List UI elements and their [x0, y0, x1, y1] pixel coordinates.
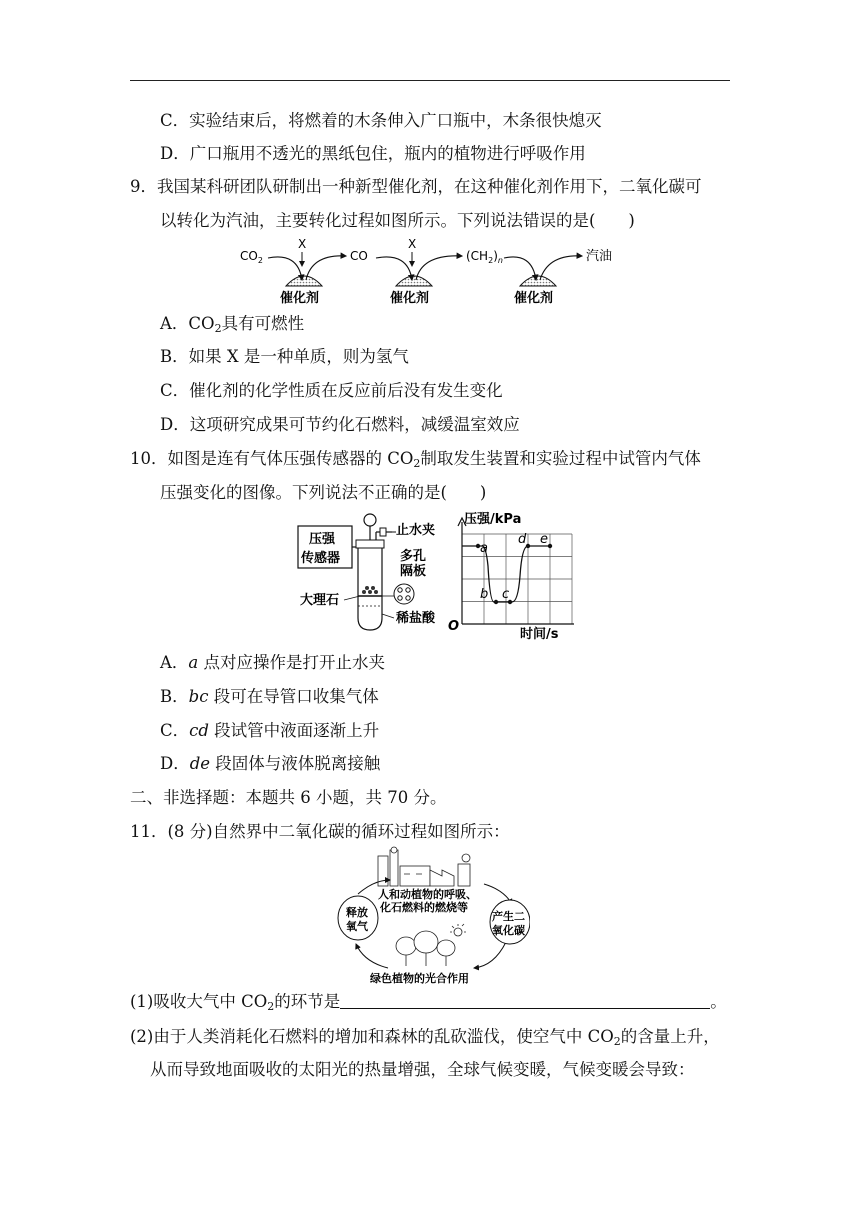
- catalyst-label: 催化剂: [390, 291, 430, 306]
- acid-label: 稀盐酸: [396, 611, 436, 626]
- cycle-label-right: 氧化碳: [492, 924, 525, 937]
- q9-conversion-diagram: [236, 236, 636, 308]
- chart-origin: O: [448, 619, 460, 634]
- q10-option-b: B．bc 段可在导管口收集气体: [160, 687, 379, 706]
- q10-option-c: C．cd 段试管中液面逐渐上升: [160, 721, 380, 740]
- header-rule: [130, 80, 730, 81]
- porous-plate-label: 多孔: [400, 549, 427, 564]
- point-b: b: [480, 587, 489, 602]
- point-a: a: [480, 541, 488, 556]
- q8-option-c: C．实验结束后，将燃着的木条伸入广口瓶中，木条很快熄灭: [160, 111, 602, 130]
- cycle-label-top: 人和动植物的呼吸、: [378, 888, 477, 901]
- q11-part2-line2: 从而导致地面吸收的太阳光的热量增强，全球气候变暖，气候变暖会导致：: [150, 1060, 695, 1079]
- point-d: d: [518, 532, 527, 547]
- sensor-label: 压强: [309, 532, 336, 547]
- q11-carbon-cycle-diagram: [334, 846, 530, 986]
- q10-stem-line1: 10．如图是连有气体压强传感器的 $CO_2$制取发生装置和实验过程中试管内气体: [130, 449, 701, 470]
- answer-blank[interactable]: [340, 992, 710, 1009]
- co2-label: $CO_2$: [240, 249, 263, 265]
- q9-option-c: C．催化剂的化学性质在反应前后没有发生变化: [160, 381, 503, 400]
- clamp-label: 止水夹: [396, 523, 436, 538]
- marble-label: 大理石: [300, 593, 340, 608]
- q9-option-a: A．$CO_2$具有可燃性: [160, 314, 305, 335]
- point-e: e: [540, 532, 548, 547]
- x-label: X: [408, 237, 417, 251]
- q9-option-b: B．如果 X 是一种单质，则为氢气: [160, 347, 409, 366]
- section-heading: 二、非选择题：本题共 6 小题，共 70 分。: [130, 788, 447, 807]
- q10-apparatus-diagram: [296, 510, 466, 634]
- trees-illustration: [396, 924, 466, 966]
- cycle-label-bottom: 绿色植物的光合作用: [370, 972, 469, 985]
- q9-stem-line1: 9．我国某科研团队研制出一种新型催化剂，在这种催化剂作用下，二氧化碳可: [130, 177, 702, 196]
- chart-y-label: 压强/kPa: [464, 512, 522, 527]
- q8-option-d: D．广口瓶用不透光的黑纸包住，瓶内的植物进行呼吸作用: [160, 144, 586, 163]
- q10-pressure-chart: [446, 506, 596, 642]
- q9-stem-line2: 以转化为汽油，主要转化过程如图所示。下列说法错误的是( ): [160, 211, 635, 230]
- test-tube: [358, 542, 382, 630]
- cycle-label-top: 化石燃料的燃烧等: [380, 901, 468, 914]
- q10-option-d: D．de 段固体与液体脱离接触: [160, 754, 381, 773]
- ch2n-label: $(CH_2)_n$: [466, 249, 503, 265]
- catalyst-label: 催化剂: [280, 291, 320, 306]
- catalyst-dome: [286, 276, 322, 286]
- gasoline-label: 汽油: [586, 249, 613, 264]
- chart-x-label: 时间/s: [520, 627, 559, 642]
- factory-illustration: [378, 847, 470, 886]
- catalyst-dome: [396, 276, 432, 286]
- q11-part1: (1)吸收大气中 $CO_2$的环节是 。: [130, 992, 727, 1013]
- co-label: CO: [350, 249, 368, 263]
- cycle-label-left: 氧气: [346, 920, 368, 933]
- plate-detail-circle: [394, 584, 414, 604]
- sensor-label: 传感器: [301, 551, 341, 566]
- catalyst-label: 催化剂: [514, 291, 554, 306]
- point-c: c: [502, 587, 510, 602]
- porous-plate-label: 隔板: [400, 564, 427, 579]
- q11-stem: 11．(8 分)自然界中二氧化碳的循环过程如图所示：: [130, 822, 510, 841]
- q11-part2-line1: (2)由于人类消耗化石燃料的增加和森林的乱砍滥伐，使空气中 $CO_2$的含量上升，: [130, 1027, 720, 1048]
- cycle-label-left: 释放: [346, 906, 368, 919]
- funnel-bulb: [364, 514, 376, 526]
- cycle-label-right: 产生二: [492, 910, 525, 923]
- catalyst-dome: [520, 276, 556, 286]
- q9-option-d: D．这项研究成果可节约化石燃料，减缓温室效应: [160, 415, 520, 434]
- x-label: X: [298, 237, 307, 251]
- q10-option-a: A．a 点对应操作是打开止水夹: [160, 653, 386, 672]
- q10-stem-line2: 压强变化的图像。下列说法不正确的是( ): [160, 483, 487, 502]
